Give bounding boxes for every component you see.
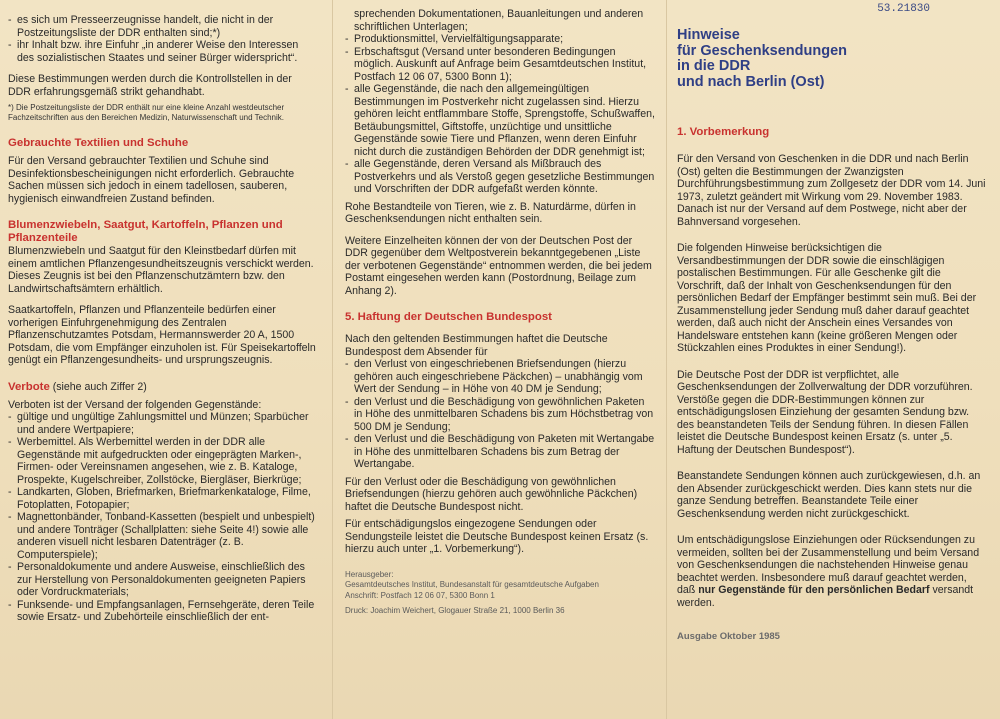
bulbs-paragraph: Blumenzwiebeln und Saatgut für den Kleinstbedarf dürfen mit einem amtlichen Pflanzengesundheitszeugnis verschickt werden. Dieses Zeugnis ist bei den Pflanzenschutzämtern bzw. den Landwirtschaftsämtern erhältlich. (8, 245, 314, 295)
list-item: - alle Gegenstände, die nach den allgemeingültigen Bestimmungen im Postverkehr nicht zugelassen sind. Hierzu gehören leicht entflammbare Stoffe, Sprengstoffe, Schußwaffen, Betäubungsmittel, Giftstoffe, unzüchtige und unsittliche Gegenstände sowie Tiere und Pflanzen, wenn deren Einfuhr nicht durch die zuständigen Behörden der DDR genehmigt ist; (345, 83, 655, 158)
edition-date: Ausgabe Oktober 1985 (677, 631, 780, 642)
bulbs-heading: Blumenzwiebeln, Saatgut, Kartoffeln, Pflanzen und Pflanzenteile (8, 219, 283, 244)
list-item: - Erbschaftsgut (Versand unter besonderen Bedingungen möglich. Auskunft auf Anfrage beim Gesamtdeutschen Institut, Postfach 12 06 07, 5300 Bonn 1); (345, 46, 655, 84)
further-details-paragraph: Weitere Einzelheiten können der von der Deutschen Post der DDR gegenüber dem Weltpostverein bekanntgegebenen „Liste der verbotenen Gegenstände“ entnommen werden, die bei jedem Postamt eingesehen werden kann (Postordnung, Beilage zum Anhang 2). (345, 234, 652, 297)
column-left (0, 0, 333, 719)
section1-heading: 1. Vorbemerkung (677, 126, 770, 138)
column-right (667, 0, 1000, 719)
verbote-list (8, 411, 317, 624)
list-item: - Landkarten, Globen, Briefmarken, Briefmarkenkataloge, Filme, Fotoplatten, Fotopapier; (8, 486, 317, 511)
paragraph-1: Für den Versand von Geschenken in die DDR und nach Berlin (Ost) gelten die Bestimmungen der Zwanzigsten Durchführungsbestimmung zum Zollgesetz der DDR vom 14. Juni 1973, zuletzt geändert mit Wirkung vom 29. November 1983. Danach ist nur der Versand auf dem Postwege, nicht aber der Bahnversand vorgesehen. (677, 153, 986, 228)
paragraph-2: Die folgenden Hinweise berücksichtigen die Versandbestimmungen der DDR sowie die einschlägigen postalischen Bestimmungen. Für alle Geschenke gilt die Vorschrift, daß der Inhalt von Geschenksendungen für den persönlichen Bedarf der Empfänger bestimmt sein muß. Bei der Zusammenstellung jeder Sendung muß daher darauf geachtet werden, daß auch nicht der Anschein eines Versandes von Handelsware entstehen kann (keine größeren Mengen oder Stückzahlen eines Produktes in einer Sendung!). (677, 242, 977, 354)
list-item: - den Verlust von eingeschriebenen Briefsendungen (hierzu gehören auch eingeschriebene Päckchen) – unabhängig vom Wert der Sendung – in Höhe von 40 DM je Sendung; (345, 358, 655, 396)
potatoes-paragraph: Saatkartoffeln, Pflanzen und Pflanzenteile bedürfen einer vorherigen Einfuhrgenehmigung des Zentralen Pflanzenschutzamtes Potsdam, Hermannswerder 20 A, 1500 Potsdam, die vom Empfänger einzuholen ist. Für Speisekartoffeln genügt ein Pflanzengesundheits- und ursprungszeugnis. (8, 304, 316, 366)
title-line: und nach Berlin (Ost) (677, 73, 825, 90)
imprint-block (345, 570, 655, 617)
verbote-heading-line (8, 381, 317, 394)
list-item: - den Verlust und die Beschädigung von Paketen mit Wertangabe in Höhe des unmittelbaren Schadens bis zum Betrag der Wertangabe. (345, 433, 655, 471)
raw-materials-paragraph: Rohe Bestandteile von Tieren, wie z. B. Naturdärme, dürfen in Geschenksendungen nicht enthalten sein. (345, 200, 636, 225)
paragraph-5-start: Um entschädigungslose Einziehungen oder Rücksendungen zu vermeiden, sollten bei der Zusammenstellung und beim Versand von Geschenksendungen die nachstehenden Hinweise genau beachtet werden. Insbesondere muß darauf geachtet werden, daß (677, 534, 980, 596)
section5-heading: 5. Haftung der Deutschen Bundespost (345, 311, 552, 323)
paragraph-5-end: versandt werden. (677, 584, 974, 609)
imprint-publisher: Gesamtdeutsches Institut, Bundesanstalt für gesamtdeutsche Aufgaben (345, 580, 599, 589)
leaflet-title (677, 28, 986, 90)
verbote-note: (siehe auch Ziffer 2) (49, 380, 147, 393)
control-paragraph: Diese Bestimmungen werden durch die Kontrollstellen in der DDR erfahrungsgemäß strikt gehandhabt. (8, 73, 292, 98)
list-item: - gültige und ungültige Zahlungsmittel und Münzen; Sparbücher und andere Wertpapiere; (8, 411, 317, 436)
liability-list (345, 358, 655, 471)
list-item: - Personaldokumente und andere Ausweise, einschließlich des zur Herstellung von Personaldokumenten geeigneten Papiers oder Vordruckmaterials; (8, 561, 317, 599)
title-line: für Geschenksendungen (677, 42, 848, 59)
column-middle (333, 0, 667, 719)
paragraph-5 (677, 534, 986, 609)
paragraph-5-emphasis: nur Gegenstände für den persönlichen Bedarf (698, 584, 930, 596)
continued-paragraph: sprechenden Dokumentationen, Bauanleitungen und anderen schriftlichen Unterlagen; (354, 8, 644, 33)
textiles-paragraph: Für den Versand gebrauchter Textilien und Schuhe sind Desinfektionsbescheinigungen nicht erforderlich. Gebrauchte Sachen müssen sich jedoch in einem tadellosen, sauberen, hygienisch einwandfreien Zustand befinden. (8, 155, 295, 205)
verbote-intro: Verboten ist der Versand der folgenden Gegenstände: (8, 398, 262, 411)
prohibited-list (345, 33, 655, 196)
list-item: - Werbemittel. Als Werbemittel werden in der DDR alle Gegenstände mit aufgedruckten oder eingeprägten Marken-, Firmen- oder Vereinsnamen angesehen, wie z. B. Kataloge, Prospekte, Kugelschreiber, Zollstöcke, Biergläser, Bierkrüge; (8, 436, 317, 486)
paragraph-4: Beanstandete Sendungen können auch zurückgewiesen, d.h. an den Absender zurückgeschickt werden. Dies kann stets nur die ganze Sendung betreffen. Beanstandete Teile einer Geschenksendung werden nicht zurückgeschickt. (677, 470, 981, 520)
paragraph-3: Die Deutsche Post der DDR ist verpflichtet, alle Geschenksendungen der Zollverwaltung der DDR vorzuführen. Verstöße gegen die DDR-Bestimmungen können zur entschädigungslosen Einziehung der gesamten Sendung bzw. des beanstandeten Teils der Sendung führen. In diesen Fällen leistet die Deutsche Bundespost keinen Ersatz (s. unter „5. Haftung der Deutschen Bundespost“). (677, 368, 973, 456)
list-item: - ihr Inhalt bzw. ihre Einfuhr „in anderer Weise den Interessen des sozialistischen Staates und seiner Bürger widerspricht“. (8, 39, 317, 64)
list-item: - Produktionsmittel, Vervielfältigungsapparate; (345, 33, 655, 46)
list-item: - es sich um Presseerzeugnisse handelt, die nicht in der Postzeitungsliste der DDR enthalten sind;*) (8, 14, 317, 39)
list-item: - den Verlust und die Beschädigung von gewöhnlichen Paketen in Höhe des unmittelbaren Schadens bis zum Höchstbetrag von 500 DM je Sendung; (345, 396, 655, 434)
list-item: - Funksende- und Empfangsanlagen, Fernsehgeräte, deren Teile sowie Ersatz- und Zubehörteile einschließlich der ent- (8, 599, 317, 624)
list-item: - alle Gegenstände, deren Versand als Mißbrauch des Postverkehrs und als Verstoß gegen gesetzliche Bestimmungen und Vorschriften der DDR aufgefaßt werden könnte. (345, 158, 655, 196)
footnote: *) Die Postzeitungsliste der DDR enthält nur eine kleine Anzahl westdeutscher Fachzeitschriften aus den Bereichen Medizin, Naturwissenschaft und Technik. (8, 103, 285, 122)
archive-number: 53.21830 (877, 3, 930, 15)
compensation-paragraph: Für entschädigungslos eingezogene Sendungen oder Sendungsteile leistet die Deutsche Bundespost keinen Ersatz (s. hierzu auch unter „1. Vorbemerkung“). (345, 518, 649, 555)
textiles-heading: Gebrauchte Textilien und Schuhe (8, 137, 189, 149)
imprint-label: Herausgeber: (345, 569, 394, 579)
imprint-printer: Druck: Joachim Weichert, Glogauer Straße 21, 1000 Berlin 36 (345, 606, 565, 615)
title-line: in die DDR (677, 58, 751, 74)
section5-intro: Nach den geltenden Bestimmungen haftet die Deutsche Bundespost dem Absender für (345, 333, 608, 358)
intro-list (8, 14, 317, 64)
list-item: - Magnettonbänder, Tonband-Kassetten (bespielt und unbespielt) und andere Tonträger (Schallplatten: siehe Seite 4!) sowie alle anderen visuell nicht lesbaren Datenträger (z. B. Computerspiele); (8, 511, 317, 561)
title-line: Hinweise (677, 27, 740, 43)
verbote-heading: Verbote (8, 380, 50, 393)
loss-paragraph: Für den Verlust oder die Beschädigung von gewöhnlichen Briefsendungen (hierzu gehören auch gewöhnliche Päckchen) haftet die Deutsche Bundespost nicht. (345, 475, 638, 513)
imprint-address: Anschrift: Postfach 12 06 07, 5300 Bonn 1 (345, 590, 495, 600)
